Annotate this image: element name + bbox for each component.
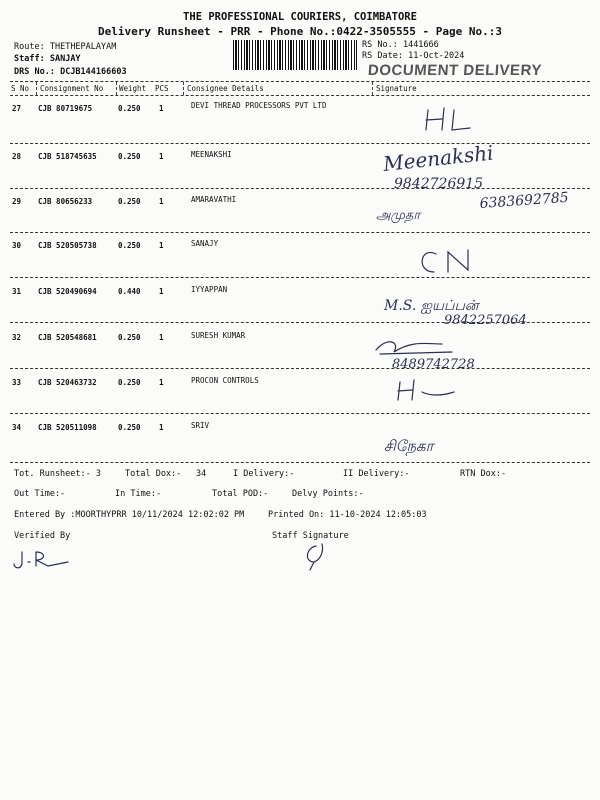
cell-weight: 0.250 (118, 104, 141, 113)
ii-delivery: II Delivery:- (343, 469, 410, 479)
delvy-points: Delvy Points:- (292, 489, 364, 499)
cell-consignee: SRIV (191, 421, 210, 430)
cell-sno: 31 (12, 287, 22, 296)
cell-consignee: SANAJY (191, 239, 219, 248)
company-title: THE PROFESSIONAL COURIERS, COIMBATORE (183, 11, 417, 23)
cell-consignment: CJB 520511098 (38, 423, 97, 432)
signature-hl-2 (398, 380, 454, 400)
out-time: Out Time:- (14, 489, 66, 499)
total-pod: Total POD:- (212, 489, 269, 499)
cell-consignee: AMARAVATHI (191, 195, 237, 204)
total-dox-value: 34 (196, 469, 207, 479)
cell-weight: 0.250 (118, 197, 141, 206)
cell-pcs: 1 (159, 241, 164, 250)
cell-weight: 0.250 (118, 378, 141, 387)
cell-sno: 27 (12, 104, 22, 113)
cell-consignment: CJB 520548681 (38, 333, 97, 342)
cell-weight: 0.440 (118, 287, 141, 296)
rs-date-line (362, 51, 464, 61)
cell-pcs: 1 (159, 287, 164, 296)
drs-line (14, 67, 127, 77)
col-header-signature: Signature (376, 84, 417, 93)
signature-sriv (384, 437, 436, 457)
cell-sno: 33 (12, 378, 22, 387)
document-delivery-stamp: DOCUMENT DELIVERY (367, 62, 543, 79)
footer-signatures (10, 540, 390, 580)
verified-by-label: Verified By (14, 531, 71, 541)
drs-label: DRS No.: (14, 67, 55, 77)
cell-pcs: 1 (159, 378, 164, 387)
staff-value: SANJAY (49, 54, 81, 64)
cell-consignee: PROCON CONTROLS (191, 376, 259, 385)
cell-pcs: 1 (159, 333, 164, 342)
svg-text:9842257064: 9842257064 (444, 313, 527, 328)
cell-consignee: SURESH KUMAR (191, 331, 246, 340)
rs-no-value: 1441666 (402, 40, 439, 50)
column-divider (116, 82, 117, 95)
rs-no-line (362, 40, 439, 50)
cell-consignment: CJB 520505738 (38, 241, 97, 250)
total-dox-label: Total Dox:- (125, 469, 182, 479)
cell-weight: 0.250 (118, 423, 141, 432)
route-label: Route: (14, 42, 45, 52)
i-delivery: I Delivery:- (233, 469, 295, 479)
column-divider (372, 82, 373, 95)
cell-sno: 29 (12, 197, 22, 206)
cell-pcs: 1 (159, 197, 164, 206)
cell-pcs: 1 (159, 152, 164, 161)
cell-consignee: MEENAKSHI (191, 150, 232, 159)
printed-on: Printed On: 11-10-2024 12:05:03 (268, 510, 427, 520)
cell-weight: 0.250 (118, 241, 141, 250)
drs-value: DCJB144166603 (60, 67, 127, 77)
cell-sno: 34 (12, 423, 22, 432)
cell-consignment: CJB 518745635 (38, 152, 97, 161)
svg-text:9842726915: 9842726915 (394, 176, 484, 192)
cell-consignee: IYYAPPAN (191, 285, 228, 294)
svg-text:6383692785: 6383692785 (479, 189, 570, 212)
rs-date-value: 11-Oct-2024 (408, 51, 465, 61)
cell-consignee: DEVI THREAD PROCESSORS PVT LTD (191, 101, 327, 110)
route-line (14, 42, 116, 52)
runsheet-title: Delivery Runsheet - PRR - Phone No.:0422-3505555 - Page No.:3 (98, 25, 502, 38)
staff-line (14, 54, 81, 64)
entered-by: Entered By :MOORTHYPRR 10/11/2024 12:02:02 PM (14, 510, 245, 520)
signature-cn (422, 250, 468, 272)
cell-sno: 32 (12, 333, 22, 342)
col-header-pcs: PCS (155, 84, 169, 93)
cell-consignment: CJB 520490694 (38, 287, 97, 296)
route-value: THETHEPALAYAM (49, 42, 117, 52)
rs-no-label: RS No.: (362, 40, 398, 50)
svg-text:சிநேகா: சிநேகா (384, 437, 434, 455)
in-time: In Time:- (115, 489, 162, 499)
signature-hl (426, 108, 470, 130)
tot-runsheet: Tot. Runsheet:- 3 (14, 469, 101, 479)
cell-consignment: CJB 80719675 (38, 104, 93, 113)
cell-sno: 30 (12, 241, 22, 250)
cell-weight: 0.250 (118, 152, 141, 161)
rtn-dox: RTN Dox:- (460, 469, 507, 479)
column-divider (183, 82, 184, 95)
col-header-sno: S No (11, 84, 30, 93)
signature-suresh (376, 342, 475, 372)
rs-date-label: RS Date: (362, 51, 403, 61)
svg-text:Meenakshi: Meenakshi (382, 140, 495, 176)
staff-signature-mark (307, 544, 322, 570)
staff-signature-label: Staff Signature (272, 531, 349, 541)
cell-pcs: 1 (159, 104, 164, 113)
staff-label: Staff: (14, 54, 45, 64)
signature-iyyappan (383, 298, 527, 328)
cell-sno: 28 (12, 152, 22, 161)
divider (10, 81, 590, 82)
signature-amaravathi (376, 190, 569, 224)
signature-meenakshi (381, 141, 495, 192)
svg-text:8489742728: 8489742728 (392, 357, 475, 372)
col-header-consignee: Consignee Details (187, 84, 264, 93)
signature-column (372, 96, 590, 468)
svg-text:M.S. ஐயப்பன்: M.S. ஐயப்பன் (384, 298, 479, 314)
cell-consignment: CJB 520463732 (38, 378, 97, 387)
column-divider (36, 82, 37, 95)
cell-pcs: 1 (159, 423, 164, 432)
cell-weight: 0.250 (118, 333, 141, 342)
cell-consignment: CJB 80656233 (38, 197, 93, 206)
barcode-image (233, 40, 357, 70)
col-header-weight: Weight (119, 84, 147, 93)
verified-by-signature (14, 552, 68, 568)
svg-text:அமுதா: அமுதா (376, 208, 421, 223)
col-header-consignment: Consignment No (40, 84, 104, 93)
